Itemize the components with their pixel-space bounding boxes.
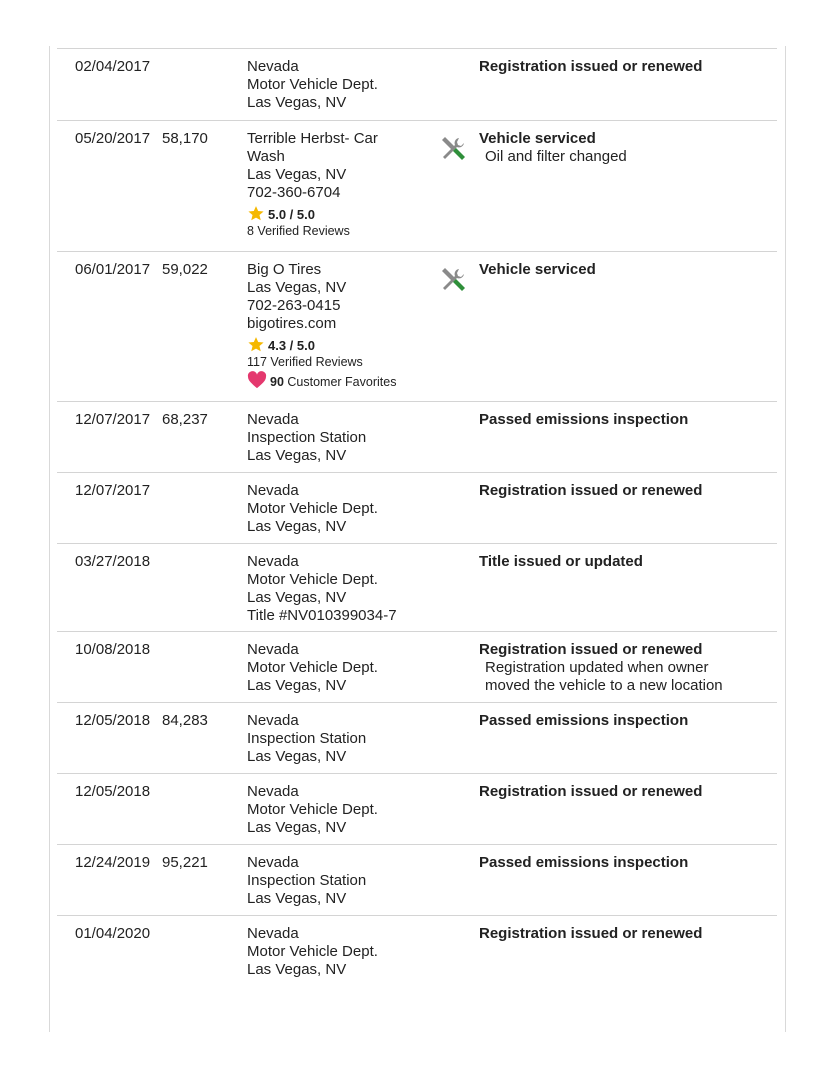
source-line: Nevada <box>247 925 299 942</box>
event-title: Registration issued or renewed <box>479 925 703 942</box>
comments-cell <box>479 482 777 500</box>
table-row <box>57 120 777 251</box>
event-title: Vehicle serviced <box>479 261 596 278</box>
source-line: Motor Vehicle Dept. <box>247 76 378 93</box>
comments-cell <box>479 130 777 166</box>
source-line: Las Vegas, NV <box>247 589 347 606</box>
date-cell: 12/24/2019 <box>75 854 151 871</box>
source-cell <box>247 58 432 112</box>
odometer-cell: 58,170 <box>162 130 208 147</box>
event-detail: Oil and filter changed <box>485 148 627 165</box>
table-row <box>57 401 777 472</box>
wrench-screwdriver-icon <box>439 266 467 294</box>
table-row <box>57 915 777 987</box>
source-line: Nevada <box>247 411 299 428</box>
date-cell: 05/20/2017 <box>75 130 151 147</box>
event-detail: Registration updated when owner <box>485 659 709 676</box>
source-cell <box>247 261 432 391</box>
table-row <box>57 631 777 702</box>
right-border <box>785 46 786 1032</box>
comments-cell <box>479 58 777 76</box>
comments-cell <box>479 411 777 429</box>
event-title: Registration issued or renewed <box>479 641 703 658</box>
customer-favorites <box>247 371 432 391</box>
source-line: Motor Vehicle Dept. <box>247 571 378 588</box>
rating <box>247 336 432 354</box>
source-cell <box>247 712 432 766</box>
source-line: Nevada <box>247 58 299 75</box>
source-line: Las Vegas, NV <box>247 890 347 907</box>
source-line: Las Vegas, NV <box>247 447 347 464</box>
event-title: Vehicle serviced <box>479 130 596 147</box>
table-row <box>57 844 777 915</box>
source-line: Nevada <box>247 854 299 871</box>
source-line: Las Vegas, NV <box>247 518 347 535</box>
star-icon <box>247 205 265 222</box>
event-title: Registration issued or renewed <box>479 58 703 75</box>
source-line: Las Vegas, NV <box>247 166 347 183</box>
date-cell: 12/07/2017 <box>75 411 151 428</box>
review-count[interactable]: 117 Verified Reviews <box>247 355 363 369</box>
rating-score: 5.0 / 5.0 <box>268 207 315 222</box>
source-line: Inspection Station <box>247 730 367 747</box>
odometer-cell: 68,237 <box>162 411 208 428</box>
source-cell <box>247 130 432 240</box>
source-line: 702-263-0415 <box>247 297 341 314</box>
event-title: Passed emissions inspection <box>479 411 689 428</box>
comments-cell <box>479 783 777 801</box>
comments-cell <box>479 712 777 730</box>
source-cell <box>247 482 432 536</box>
source-cell <box>247 641 432 695</box>
date-cell: 01/04/2020 <box>75 925 151 942</box>
rating-score: 4.3 / 5.0 <box>268 338 315 353</box>
comments-cell <box>479 854 777 872</box>
table-row <box>57 543 777 631</box>
source-line: Inspection Station <box>247 429 367 446</box>
source-line: Las Vegas, NV <box>247 94 347 111</box>
source-line: Motor Vehicle Dept. <box>247 801 378 818</box>
table-row <box>57 251 777 401</box>
source-line: Las Vegas, NV <box>247 748 347 765</box>
source-line: Inspection Station <box>247 872 367 889</box>
date-cell: 02/04/2017 <box>75 58 151 75</box>
source-line: Motor Vehicle Dept. <box>247 659 378 676</box>
favorites-count: 90 <box>270 375 284 389</box>
vehicle-history-table <box>57 48 777 987</box>
source-cell <box>247 783 432 837</box>
date-cell: 03/27/2018 <box>75 553 151 570</box>
source-line: Nevada <box>247 712 299 729</box>
website-link[interactable]: bigotires.com <box>247 315 337 332</box>
date-cell: 10/08/2018 <box>75 641 151 658</box>
favorites-label: Customer Favorites <box>287 375 397 389</box>
source-line: Las Vegas, NV <box>247 279 347 296</box>
source-line: 702-360-6704 <box>247 184 341 201</box>
source-line: Las Vegas, NV <box>247 961 347 978</box>
title-number: Title #NV010399034-7 <box>247 607 397 624</box>
table-row <box>57 48 777 120</box>
event-title: Title issued or updated <box>479 553 643 570</box>
source-cell <box>247 553 432 625</box>
source-link[interactable]: Big O Tires <box>247 261 322 278</box>
source-link[interactable]: Terrible Herbst- Car Wash <box>247 130 378 165</box>
source-cell <box>247 854 432 908</box>
source-line: Motor Vehicle Dept. <box>247 943 378 960</box>
source-line: Nevada <box>247 783 299 800</box>
source-line: Las Vegas, NV <box>247 677 347 694</box>
date-cell: 12/05/2018 <box>75 783 151 800</box>
event-detail: moved the vehicle to a new location <box>485 677 723 694</box>
source-cell <box>247 925 432 979</box>
date-cell: 06/01/2017 <box>75 261 151 278</box>
odometer-cell: 59,022 <box>162 261 208 278</box>
heart-icon <box>247 371 267 389</box>
rating <box>247 205 432 223</box>
table-row <box>57 472 777 543</box>
wrench-screwdriver-icon <box>439 135 467 163</box>
review-count[interactable]: 8 Verified Reviews <box>247 224 350 238</box>
source-line: Nevada <box>247 482 299 499</box>
source-line: Motor Vehicle Dept. <box>247 500 378 517</box>
source-line: Las Vegas, NV <box>247 819 347 836</box>
comments-cell <box>479 925 777 943</box>
comments-cell <box>479 641 777 695</box>
left-border <box>49 46 50 1032</box>
source-cell <box>247 411 432 465</box>
date-cell: 12/07/2017 <box>75 482 151 499</box>
odometer-cell: 84,283 <box>162 712 208 729</box>
star-icon <box>247 336 265 353</box>
event-title: Passed emissions inspection <box>479 854 689 871</box>
odometer-cell: 95,221 <box>162 854 208 871</box>
comments-cell <box>479 261 777 279</box>
source-line: Nevada <box>247 553 299 570</box>
source-line: Nevada <box>247 641 299 658</box>
table-row <box>57 773 777 844</box>
table-row <box>57 702 777 773</box>
event-title: Registration issued or renewed <box>479 482 703 499</box>
event-title: Passed emissions inspection <box>479 712 689 729</box>
comments-cell <box>479 553 777 571</box>
date-cell: 12/05/2018 <box>75 712 151 729</box>
event-title: Registration issued or renewed <box>479 783 703 800</box>
